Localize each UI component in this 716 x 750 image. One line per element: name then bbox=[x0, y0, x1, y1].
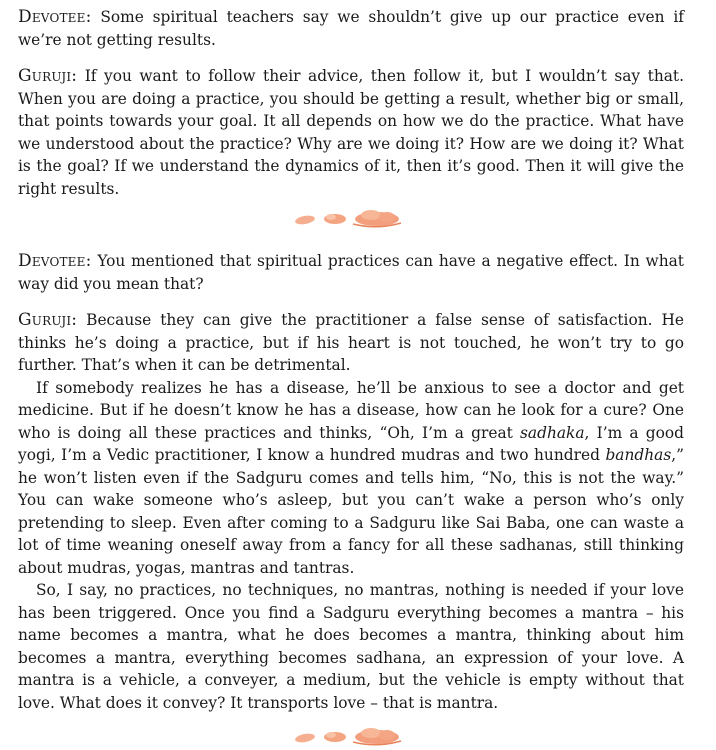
guruji-answer-2 bbox=[18, 309, 684, 377]
term-sadhaka: sadhaka bbox=[520, 423, 585, 442]
devotee-question-1 bbox=[18, 6, 684, 51]
speaker-label: Devotee: bbox=[18, 251, 92, 271]
speaker-label: Devotee: bbox=[18, 7, 92, 27]
speaker-label: Guruji: bbox=[18, 310, 78, 330]
devotee-question-2 bbox=[18, 250, 684, 295]
term-bandhas: bandhas bbox=[605, 446, 672, 464]
section-divider bbox=[18, 206, 684, 230]
lotus-petals-ornament-icon bbox=[291, 206, 411, 230]
answer-text: If you want to follow their advice, then follow it, but I wouldn’t say that. When you are doing a practice, you should be getting a result, whether big or small, that points towards your goal. It all depends on how we do the practice. What have we understood about the practice? Why are we doing it? How are we doing it? What is the goal? If we understand the dynamics of it, then it’s good. Then it will give the right results. bbox=[18, 67, 684, 198]
question-text: Some spiritual teachers say we shouldn’t give up our practice even if we’re not getting results. bbox=[18, 8, 684, 49]
speaker-label: Guruji: bbox=[18, 66, 78, 86]
answer-paragraph-3: So, I say, no practices, no techniques, no mantras, nothing is needed if your love has been triggered. Once you find a Sadguru everything becomes a mantra – his name becomes a mantra, what he does becomes a mantra, thinking about him becomes a mantra, everything becomes sadhana, an expression of your love. A mantra is a vehicle, a conveyer, a medium, but the vehicle is empty without that love. What does it convey? It transports love – that is mantra. bbox=[18, 581, 684, 712]
answer-paragraph-2: If somebody realizes he has a disease, he’ll be anxious to see a doctor and get medicine. But if he doesn’t know he has a disease, how can he look for a cure? One who is doing all these practices and thinks, “Oh, I’m a great sadhaka, I’m a good yogi, I’m a Vedic practitioner, I know a hundred mudras and two hundred bandhas,” he won’t listen even if the Sadguru comes and tells him, “No, this is not the way.” You can wake someone who’s asleep, but you can’t wake a person who’s only pretending to sleep. Even after coming to a Sadguru like Sai Baba, one can waste a lot of time weaning oneself away from a fancy for all these sadhanas, still thinking about mudras, yogas, mantras and tantras. bbox=[18, 378, 685, 577]
question-text: You mentioned that spiritual practices can have a negative effect. In what way did you mean that? bbox=[18, 252, 684, 293]
guruji-answer-1 bbox=[18, 65, 684, 200]
answer-text: Because they can give the practitioner a false sense of satisfaction. He thinks he’s doing a practice, but if his heart is not touched, he won’t try to go further. That’s when it can be detrimental. bbox=[18, 311, 684, 374]
section-divider bbox=[18, 724, 684, 748]
page-content bbox=[18, 6, 684, 748]
lotus-petals-ornament-icon bbox=[291, 724, 411, 748]
